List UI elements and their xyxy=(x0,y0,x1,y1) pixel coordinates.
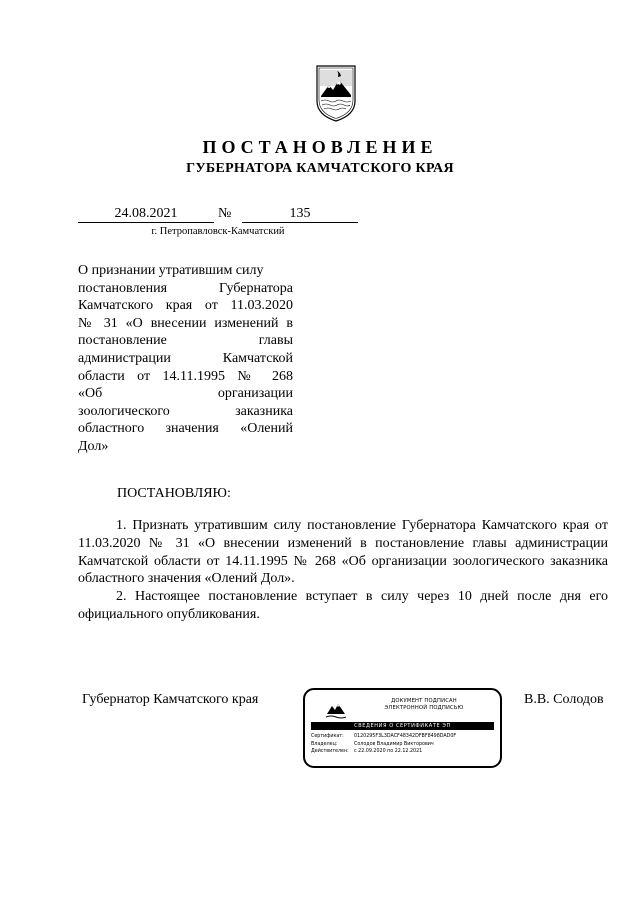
stamp-row-value: 0120295F3L3DACF48342DFBF8498DAD0F xyxy=(354,734,457,739)
stamp-heading xyxy=(361,698,487,711)
document-city: г. Петропавловск-Камчатский xyxy=(151,226,285,237)
stamp-row-key: Сертификат: xyxy=(311,734,344,739)
stamp-emblem-icon xyxy=(325,700,347,720)
number-underline xyxy=(242,222,358,223)
subject-line: зоологического заказника xyxy=(78,403,293,419)
subject-line: постановления Губернатора xyxy=(78,280,293,296)
body-paragraph-2: 2. Настоящее постановление вступает в силу через 10 дней после дня его официального опубликования. xyxy=(78,589,608,622)
body-paragraph-1: 1. Признать утратившим силу постановление Губернатора Камчатского края от 11.03.2020 № 31 «О внесении изменений в постановление главы администрации Камчатской области от 14.11.1995 № 268 «Об организации зоологического заказника областного значения «Олений Дол». xyxy=(78,518,608,587)
kamchatka-emblem-icon xyxy=(313,63,359,123)
subject-line: областного значения «Олений xyxy=(78,421,293,437)
document-title: ПОСТАНОВЛЕНИЕ xyxy=(202,137,438,157)
subject-line: № 31 «О внесении изменений в xyxy=(78,315,293,331)
document-subtitle: ГУБЕРНАТОРА КАМЧАТСКОГО КРАЯ xyxy=(186,161,454,176)
subject-line: О признании утратившим силу xyxy=(78,263,264,278)
stamp-row xyxy=(311,748,497,756)
stamp-heading-line: ЭЛЕКТРОННОЙ ПОДПИСЬЮ xyxy=(384,704,464,711)
stamp-row-key: Действителен: xyxy=(311,749,349,754)
electronic-signature-stamp xyxy=(303,688,502,768)
subject-line: области от 14.11.1995 № 268 xyxy=(78,368,293,384)
date-underline xyxy=(78,222,214,223)
stamp-row xyxy=(311,733,497,741)
stamp-row-value: с 22.09.2020 по 22.12.2021 xyxy=(354,749,423,754)
subject-line: Камчатского края от 11.03.2020 xyxy=(78,298,293,314)
number-sign: № xyxy=(218,206,232,221)
stamp-details xyxy=(311,733,497,756)
signatory-name: В.В. Солодов xyxy=(524,692,604,707)
subject-line: постановление главы xyxy=(78,333,293,349)
subject-line: администрации Камчатской xyxy=(78,350,293,366)
decree-word: ПОСТАНОВЛЯЮ: xyxy=(117,486,231,501)
document-date: 24.08.2021 xyxy=(114,206,178,221)
stamp-row xyxy=(311,741,497,749)
stamp-heading-line: ДОКУМЕНТ ПОДПИСАН xyxy=(391,698,457,704)
signatory-position: Губернатор Камчатского края xyxy=(82,692,259,707)
stamp-row-value: Солодов Владимир Викторович xyxy=(354,741,434,747)
document-body xyxy=(78,517,608,624)
subject-line: Дол» xyxy=(78,438,109,454)
document-number: 135 xyxy=(289,206,311,221)
stamp-certificate-bar: СВЕДЕНИЯ О СЕРТИФИКАТЕ ЭП xyxy=(311,722,494,730)
document-subject xyxy=(78,262,293,456)
stamp-row-key: Владелец: xyxy=(311,741,338,747)
subject-line: «Об организации xyxy=(78,386,293,402)
